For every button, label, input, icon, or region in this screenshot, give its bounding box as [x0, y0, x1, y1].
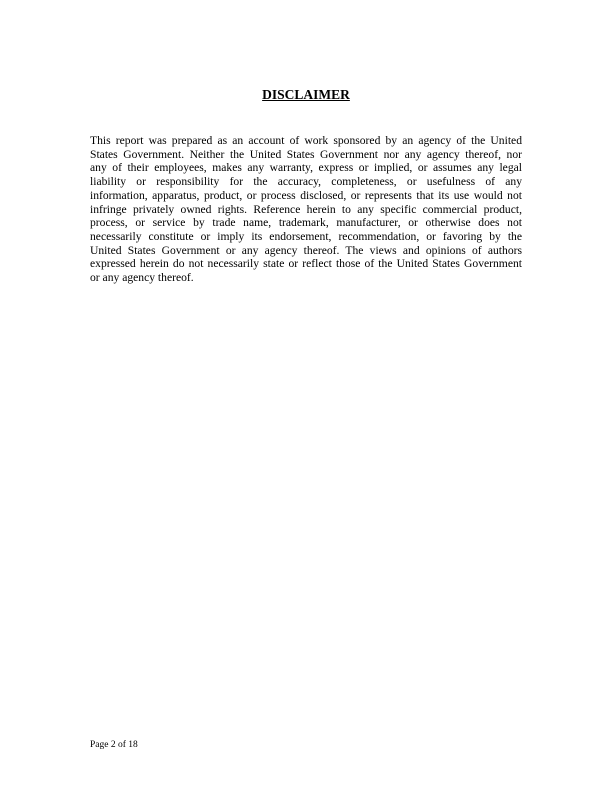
- paragraph-line: United States Government or any agency thereof. The views and opinions of authors: [90, 243, 522, 257]
- paragraph-line: information, apparatus, product, or process disclosed, or represents that its use would not: [90, 188, 522, 202]
- paragraph-line: any of their employees, makes any warranty, express or implied, or assumes any legal: [90, 161, 522, 175]
- paragraph-line: necessarily constitute or imply its endorsement, recommendation, or favoring by the: [90, 229, 522, 243]
- page-title: DISCLAIMER: [262, 87, 350, 102]
- disclaimer-paragraph: [90, 134, 522, 285]
- paragraph-line: or any agency thereof.: [90, 271, 194, 285]
- paragraph-line: expressed herein do not necessarily state or reflect those of the United States Government: [90, 257, 522, 271]
- paragraph-line: infringe privately owned rights. Reference herein to any specific commercial product,: [90, 202, 522, 216]
- paragraph-line: liability or responsibility for the accuracy, completeness, or usefulness of any: [90, 175, 522, 189]
- page-number: Page 2 of 18: [90, 740, 138, 750]
- paragraph-line: process, or service by trade name, trademark, manufacturer, or otherwise does not: [90, 216, 522, 230]
- paragraph-line: This report was prepared as an account of work sponsored by an agency of the United: [90, 134, 522, 147]
- paragraph-line: States Government. Neither the United States Government nor any agency thereof, nor: [90, 147, 522, 161]
